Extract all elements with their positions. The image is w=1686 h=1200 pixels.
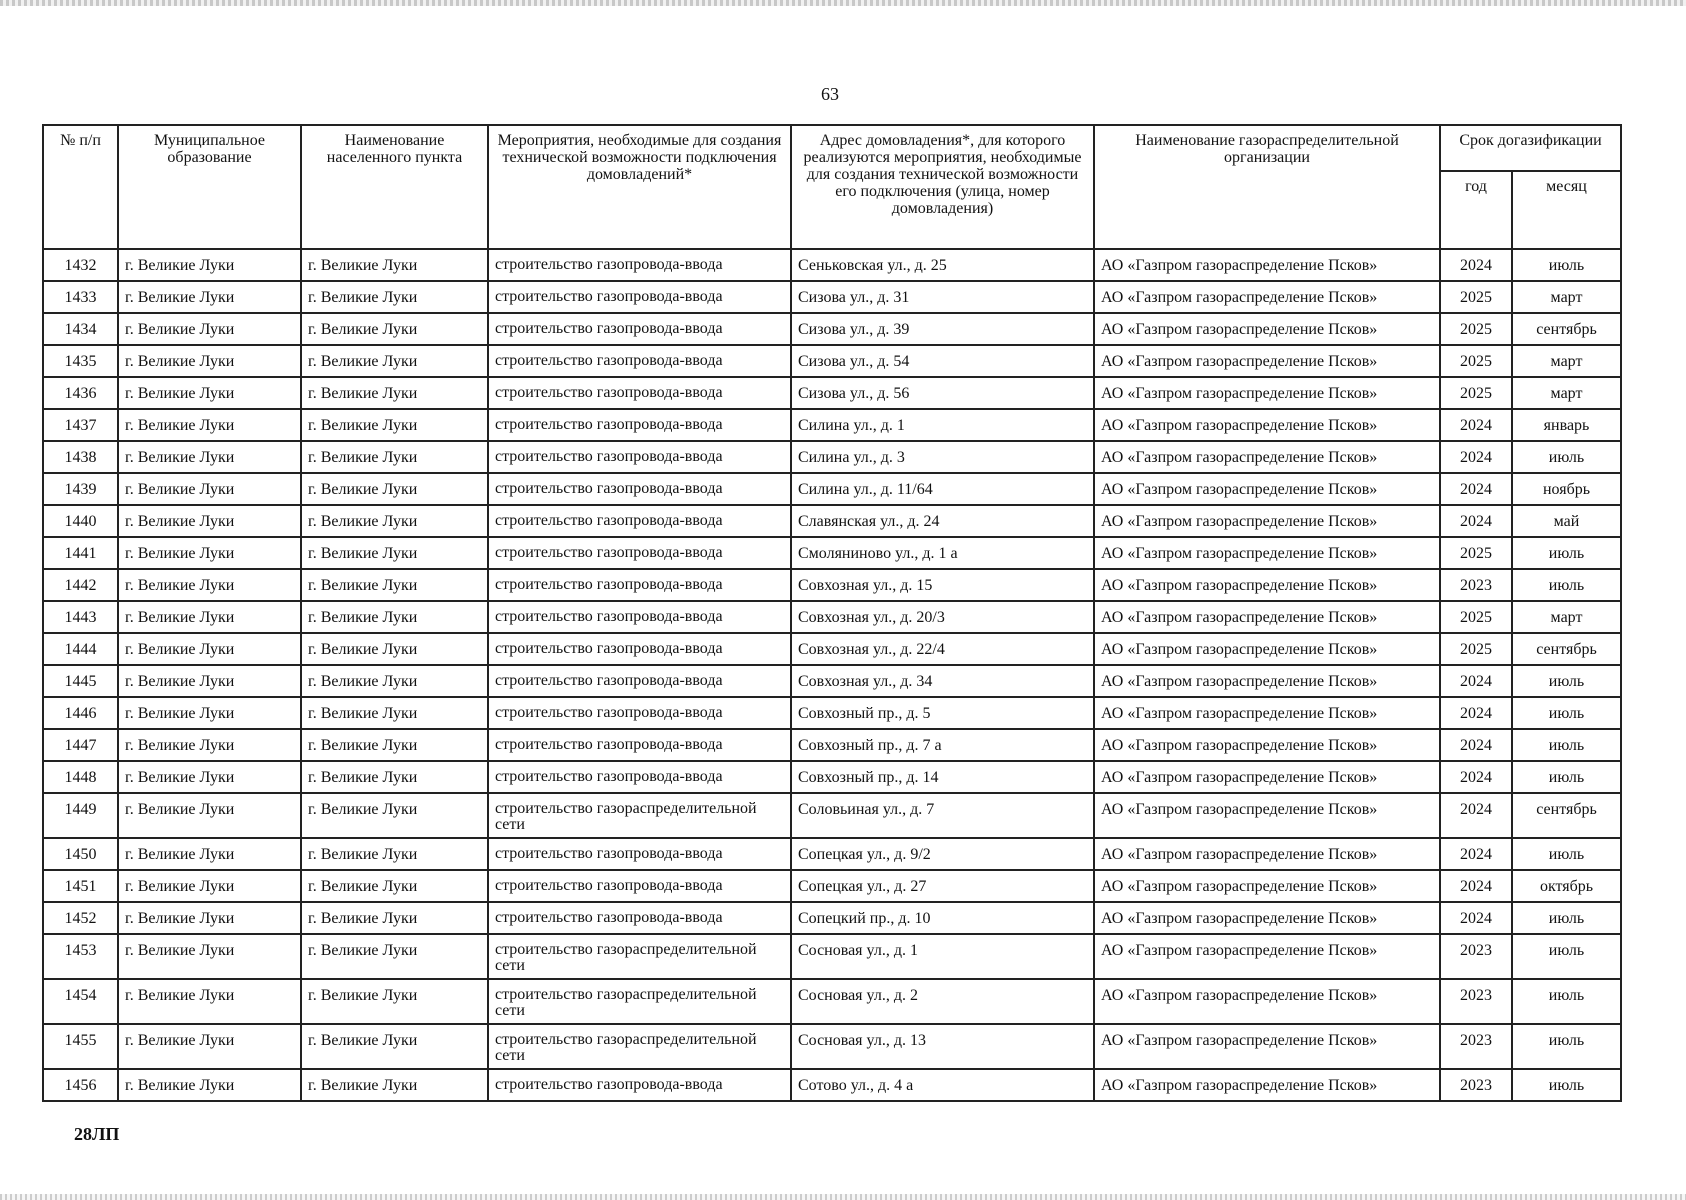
table-row	[43, 1069, 1621, 1101]
cell-address: Совхозный пр., д. 14	[791, 761, 1094, 793]
cell-settlement: г. Великие Луки	[301, 838, 488, 870]
cell-measure: строительство газопровода-ввода	[488, 729, 791, 761]
scan-edge-bottom	[0, 1194, 1686, 1200]
cell-month: июль	[1512, 979, 1621, 1024]
cell-num: 1438	[43, 441, 118, 473]
cell-num: 1444	[43, 633, 118, 665]
cell-num: 1453	[43, 934, 118, 979]
gasification-table	[42, 124, 1622, 1102]
cell-month: сентябрь	[1512, 793, 1621, 838]
cell-municipality: г. Великие Луки	[118, 761, 301, 793]
cell-municipality: г. Великие Луки	[118, 441, 301, 473]
cell-settlement: г. Великие Луки	[301, 934, 488, 979]
table-row	[43, 569, 1621, 601]
cell-municipality: г. Великие Луки	[118, 345, 301, 377]
cell-measure: строительство газораспределительной сети	[488, 934, 791, 979]
footer-code: 28ЛП	[74, 1124, 120, 1144]
cell-address: Смоляниново ул., д. 1 а	[791, 537, 1094, 569]
cell-organization: АО «Газпром газораспределение Псков»	[1094, 902, 1440, 934]
cell-address: Сопецкая ул., д. 27	[791, 870, 1094, 902]
cell-month: март	[1512, 281, 1621, 313]
cell-year: 2025	[1440, 633, 1512, 665]
cell-municipality: г. Великие Луки	[118, 1069, 301, 1101]
cell-address: Сопецкая ул., д. 9/2	[791, 838, 1094, 870]
header-deadline: Срок догазификации	[1440, 125, 1621, 171]
cell-settlement: г. Великие Луки	[301, 601, 488, 633]
cell-year: 2024	[1440, 729, 1512, 761]
table-row	[43, 377, 1621, 409]
page-number: 63	[821, 84, 839, 104]
cell-month: июль	[1512, 665, 1621, 697]
cell-address: Сеньковская ул., д. 25	[791, 249, 1094, 281]
cell-municipality: г. Великие Луки	[118, 793, 301, 838]
cell-year: 2023	[1440, 1024, 1512, 1069]
table-row	[43, 793, 1621, 838]
cell-month: март	[1512, 345, 1621, 377]
cell-municipality: г. Великие Луки	[118, 473, 301, 505]
cell-measure: строительство газопровода-ввода	[488, 377, 791, 409]
cell-num: 1441	[43, 537, 118, 569]
cell-measure: строительство газопровода-ввода	[488, 838, 791, 870]
header-municipality: Муниципальное образование	[118, 125, 301, 249]
cell-month: январь	[1512, 409, 1621, 441]
cell-measure: строительство газопровода-ввода	[488, 697, 791, 729]
cell-address: Сизова ул., д. 31	[791, 281, 1094, 313]
cell-municipality: г. Великие Луки	[118, 838, 301, 870]
cell-month: июль	[1512, 537, 1621, 569]
cell-settlement: г. Великие Луки	[301, 377, 488, 409]
cell-year: 2024	[1440, 697, 1512, 729]
cell-num: 1443	[43, 601, 118, 633]
cell-num: 1446	[43, 697, 118, 729]
cell-month: июль	[1512, 761, 1621, 793]
table-row	[43, 665, 1621, 697]
cell-measure: строительство газопровода-ввода	[488, 441, 791, 473]
cell-num: 1456	[43, 1069, 118, 1101]
cell-settlement: г. Великие Луки	[301, 409, 488, 441]
cell-num: 1433	[43, 281, 118, 313]
cell-address: Сизова ул., д. 54	[791, 345, 1094, 377]
cell-num: 1439	[43, 473, 118, 505]
cell-organization: АО «Газпром газораспределение Псков»	[1094, 377, 1440, 409]
cell-address: Сизова ул., д. 39	[791, 313, 1094, 345]
header-month: месяц	[1512, 171, 1621, 249]
cell-organization: АО «Газпром газораспределение Псков»	[1094, 838, 1440, 870]
table-row	[43, 979, 1621, 1024]
cell-year: 2024	[1440, 793, 1512, 838]
cell-organization: АО «Газпром газораспределение Псков»	[1094, 281, 1440, 313]
cell-municipality: г. Великие Луки	[118, 249, 301, 281]
table-row	[43, 1024, 1621, 1069]
cell-organization: АО «Газпром газораспределение Псков»	[1094, 249, 1440, 281]
cell-measure: строительство газораспределительной сети	[488, 979, 791, 1024]
cell-organization: АО «Газпром газораспределение Псков»	[1094, 665, 1440, 697]
table-row	[43, 409, 1621, 441]
table-row	[43, 697, 1621, 729]
cell-organization: АО «Газпром газораспределение Псков»	[1094, 537, 1440, 569]
cell-measure: строительство газопровода-ввода	[488, 473, 791, 505]
cell-measure: строительство газопровода-ввода	[488, 505, 791, 537]
cell-settlement: г. Великие Луки	[301, 441, 488, 473]
cell-year: 2024	[1440, 665, 1512, 697]
cell-address: Сосновая ул., д. 1	[791, 934, 1094, 979]
cell-settlement: г. Великие Луки	[301, 313, 488, 345]
cell-address: Сопецкий пр., д. 10	[791, 902, 1094, 934]
cell-num: 1454	[43, 979, 118, 1024]
cell-address: Совхозная ул., д. 22/4	[791, 633, 1094, 665]
table-row	[43, 934, 1621, 979]
cell-month: июль	[1512, 729, 1621, 761]
cell-organization: АО «Газпром газораспределение Псков»	[1094, 761, 1440, 793]
cell-organization: АО «Газпром газораспределение Псков»	[1094, 729, 1440, 761]
cell-municipality: г. Великие Луки	[118, 377, 301, 409]
cell-num: 1447	[43, 729, 118, 761]
cell-month: июль	[1512, 441, 1621, 473]
cell-organization: АО «Газпром газораспределение Псков»	[1094, 793, 1440, 838]
cell-year: 2023	[1440, 569, 1512, 601]
cell-organization: АО «Газпром газораспределение Псков»	[1094, 1024, 1440, 1069]
cell-month: март	[1512, 601, 1621, 633]
cell-num: 1455	[43, 1024, 118, 1069]
cell-organization: АО «Газпром газораспределение Псков»	[1094, 313, 1440, 345]
cell-settlement: г. Великие Луки	[301, 505, 488, 537]
cell-year: 2025	[1440, 345, 1512, 377]
cell-address: Совхозный пр., д. 5	[791, 697, 1094, 729]
cell-measure: строительство газопровода-ввода	[488, 601, 791, 633]
cell-settlement: г. Великие Луки	[301, 979, 488, 1024]
cell-settlement: г. Великие Луки	[301, 1069, 488, 1101]
cell-address: Совхозный пр., д. 7 а	[791, 729, 1094, 761]
cell-municipality: г. Великие Луки	[118, 697, 301, 729]
cell-organization: АО «Газпром газораспределение Псков»	[1094, 601, 1440, 633]
cell-organization: АО «Газпром газораспределение Псков»	[1094, 569, 1440, 601]
table-row	[43, 249, 1621, 281]
cell-year: 2024	[1440, 409, 1512, 441]
cell-measure: строительство газопровода-ввода	[488, 249, 791, 281]
table-row	[43, 761, 1621, 793]
cell-measure: строительство газопровода-ввода	[488, 761, 791, 793]
cell-month: октябрь	[1512, 870, 1621, 902]
cell-address: Совхозная ул., д. 20/3	[791, 601, 1094, 633]
header-organization: Наименование газораспределительной организации	[1094, 125, 1440, 249]
cell-measure: строительство газораспределительной сети	[488, 793, 791, 838]
cell-num: 1445	[43, 665, 118, 697]
cell-year: 2025	[1440, 281, 1512, 313]
cell-year: 2023	[1440, 979, 1512, 1024]
cell-organization: АО «Газпром газораспределение Псков»	[1094, 697, 1440, 729]
cell-month: июль	[1512, 569, 1621, 601]
cell-year: 2024	[1440, 441, 1512, 473]
cell-measure: строительство газопровода-ввода	[488, 313, 791, 345]
table-row	[43, 902, 1621, 934]
cell-measure: строительство газопровода-ввода	[488, 1069, 791, 1101]
cell-month: июль	[1512, 838, 1621, 870]
cell-address: Сосновая ул., д. 2	[791, 979, 1094, 1024]
cell-address: Силина ул., д. 1	[791, 409, 1094, 441]
cell-month: сентябрь	[1512, 313, 1621, 345]
cell-num: 1451	[43, 870, 118, 902]
cell-settlement: г. Великие Луки	[301, 902, 488, 934]
cell-address: Сотово ул., д. 4 а	[791, 1069, 1094, 1101]
cell-address: Совхозная ул., д. 15	[791, 569, 1094, 601]
cell-num: 1440	[43, 505, 118, 537]
cell-num: 1434	[43, 313, 118, 345]
cell-year: 2024	[1440, 870, 1512, 902]
header-year: год	[1440, 171, 1512, 249]
cell-address: Сизова ул., д. 56	[791, 377, 1094, 409]
table-header-row	[43, 125, 1621, 171]
cell-municipality: г. Великие Луки	[118, 870, 301, 902]
cell-month: июль	[1512, 902, 1621, 934]
cell-num: 1435	[43, 345, 118, 377]
cell-settlement: г. Великие Луки	[301, 1024, 488, 1069]
cell-num: 1432	[43, 249, 118, 281]
cell-municipality: г. Великие Луки	[118, 505, 301, 537]
cell-settlement: г. Великие Луки	[301, 793, 488, 838]
cell-num: 1448	[43, 761, 118, 793]
table-row	[43, 729, 1621, 761]
cell-measure: строительство газопровода-ввода	[488, 870, 791, 902]
cell-measure: строительство газопровода-ввода	[488, 902, 791, 934]
cell-month: ноябрь	[1512, 473, 1621, 505]
cell-year: 2024	[1440, 505, 1512, 537]
cell-organization: АО «Газпром газораспределение Псков»	[1094, 633, 1440, 665]
cell-municipality: г. Великие Луки	[118, 409, 301, 441]
table-row	[43, 633, 1621, 665]
cell-measure: строительство газопровода-ввода	[488, 345, 791, 377]
cell-address: Совхозная ул., д. 34	[791, 665, 1094, 697]
cell-municipality: г. Великие Луки	[118, 979, 301, 1024]
cell-year: 2025	[1440, 377, 1512, 409]
cell-num: 1436	[43, 377, 118, 409]
cell-organization: АО «Газпром газораспределение Псков»	[1094, 1069, 1440, 1101]
table-row	[43, 505, 1621, 537]
cell-settlement: г. Великие Луки	[301, 537, 488, 569]
cell-month: июль	[1512, 1069, 1621, 1101]
cell-month: май	[1512, 505, 1621, 537]
cell-municipality: г. Великие Луки	[118, 665, 301, 697]
cell-municipality: г. Великие Луки	[118, 601, 301, 633]
cell-municipality: г. Великие Луки	[118, 934, 301, 979]
cell-address: Силина ул., д. 11/64	[791, 473, 1094, 505]
cell-municipality: г. Великие Луки	[118, 569, 301, 601]
cell-municipality: г. Великие Луки	[118, 1024, 301, 1069]
table-row	[43, 441, 1621, 473]
table-row	[43, 345, 1621, 377]
cell-year: 2025	[1440, 313, 1512, 345]
cell-year: 2024	[1440, 761, 1512, 793]
cell-year: 2025	[1440, 601, 1512, 633]
cell-settlement: г. Великие Луки	[301, 473, 488, 505]
table-row	[43, 473, 1621, 505]
cell-organization: АО «Газпром газораспределение Псков»	[1094, 409, 1440, 441]
cell-organization: АО «Газпром газораспределение Псков»	[1094, 934, 1440, 979]
cell-organization: АО «Газпром газораспределение Псков»	[1094, 441, 1440, 473]
cell-settlement: г. Великие Луки	[301, 569, 488, 601]
cell-month: июль	[1512, 697, 1621, 729]
cell-measure: строительство газопровода-ввода	[488, 281, 791, 313]
header-num: № п/п	[43, 125, 118, 249]
cell-num: 1449	[43, 793, 118, 838]
header-address: Адрес домовладения*, для которого реализуются мероприятия, необходимые для создания технической возможности его подключения (улица, номер домовладения)	[791, 125, 1094, 249]
cell-month: июль	[1512, 249, 1621, 281]
cell-year: 2024	[1440, 473, 1512, 505]
table-row	[43, 537, 1621, 569]
cell-settlement: г. Великие Луки	[301, 697, 488, 729]
cell-measure: строительство газопровода-ввода	[488, 665, 791, 697]
cell-settlement: г. Великие Луки	[301, 281, 488, 313]
cell-month: сентябрь	[1512, 633, 1621, 665]
table-row	[43, 838, 1621, 870]
cell-measure: строительство газораспределительной сети	[488, 1024, 791, 1069]
cell-address: Силина ул., д. 3	[791, 441, 1094, 473]
cell-num: 1450	[43, 838, 118, 870]
table-row	[43, 870, 1621, 902]
cell-municipality: г. Великие Луки	[118, 633, 301, 665]
cell-address: Соловьиная ул., д. 7	[791, 793, 1094, 838]
cell-settlement: г. Великие Луки	[301, 665, 488, 697]
cell-settlement: г. Великие Луки	[301, 345, 488, 377]
cell-municipality: г. Великие Луки	[118, 537, 301, 569]
cell-settlement: г. Великие Луки	[301, 761, 488, 793]
cell-organization: АО «Газпром газораспределение Псков»	[1094, 345, 1440, 377]
cell-municipality: г. Великие Луки	[118, 902, 301, 934]
cell-year: 2024	[1440, 249, 1512, 281]
scan-edge-top	[0, 0, 1686, 6]
cell-year: 2023	[1440, 934, 1512, 979]
cell-year: 2023	[1440, 1069, 1512, 1101]
cell-measure: строительство газопровода-ввода	[488, 537, 791, 569]
header-measures: Мероприятия, необходимые для создания технической возможности подключения домовладений*	[488, 125, 791, 249]
cell-year: 2024	[1440, 838, 1512, 870]
cell-settlement: г. Великие Луки	[301, 729, 488, 761]
header-settlement: Наименование населенного пункта	[301, 125, 488, 249]
cell-month: июль	[1512, 934, 1621, 979]
cell-year: 2024	[1440, 902, 1512, 934]
cell-municipality: г. Великие Луки	[118, 313, 301, 345]
cell-measure: строительство газопровода-ввода	[488, 409, 791, 441]
table-row	[43, 601, 1621, 633]
cell-num: 1442	[43, 569, 118, 601]
cell-settlement: г. Великие Луки	[301, 633, 488, 665]
cell-organization: АО «Газпром газораспределение Псков»	[1094, 473, 1440, 505]
cell-address: Сосновая ул., д. 13	[791, 1024, 1094, 1069]
cell-settlement: г. Великие Луки	[301, 249, 488, 281]
cell-num: 1437	[43, 409, 118, 441]
cell-month: июль	[1512, 1024, 1621, 1069]
table-row	[43, 281, 1621, 313]
table-body	[43, 249, 1621, 1101]
cell-organization: АО «Газпром газораспределение Псков»	[1094, 979, 1440, 1024]
cell-municipality: г. Великие Луки	[118, 281, 301, 313]
cell-municipality: г. Великие Луки	[118, 729, 301, 761]
cell-year: 2025	[1440, 537, 1512, 569]
cell-settlement: г. Великие Луки	[301, 870, 488, 902]
table-row	[43, 313, 1621, 345]
cell-organization: АО «Газпром газораспределение Псков»	[1094, 505, 1440, 537]
cell-month: март	[1512, 377, 1621, 409]
cell-measure: строительство газопровода-ввода	[488, 569, 791, 601]
cell-organization: АО «Газпром газораспределение Псков»	[1094, 870, 1440, 902]
cell-measure: строительство газопровода-ввода	[488, 633, 791, 665]
cell-num: 1452	[43, 902, 118, 934]
cell-address: Славянская ул., д. 24	[791, 505, 1094, 537]
